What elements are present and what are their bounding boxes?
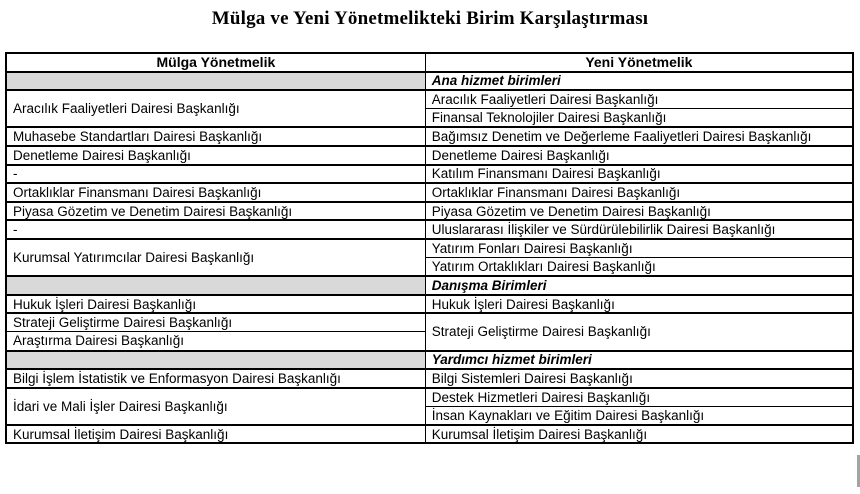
unit-cell: - xyxy=(6,220,425,239)
table-row xyxy=(6,165,853,184)
unit-cell: Bilgi İşlem İstatistik ve Enformasyon Dairesi Başkanlığı xyxy=(6,369,425,388)
table-row xyxy=(6,202,853,221)
comparison-table xyxy=(5,52,854,444)
column-header-yeni: Yeni Yönetmelik xyxy=(425,53,853,72)
table-row xyxy=(6,388,853,407)
unit-cell: Araştırma Dairesi Başkanlığı xyxy=(6,332,425,351)
unit-cell: Ortaklıklar Finansmanı Dairesi Başkanlığı xyxy=(6,183,425,202)
table-row xyxy=(6,90,853,109)
unit-cell: Destek Hizmetleri Dairesi Başkanlığı xyxy=(425,388,853,407)
unit-cell: Hukuk İşleri Dairesi Başkanlığı xyxy=(425,295,853,314)
unit-cell: Yatırım Fonları Dairesi Başkanlığı xyxy=(425,239,853,258)
table-row xyxy=(6,313,853,332)
table-row xyxy=(6,72,853,91)
unit-cell: Muhasebe Standartları Dairesi Başkanlığı xyxy=(6,127,425,146)
unit-cell: İnsan Kaynakları ve Eğitim Dairesi Başkanlığı xyxy=(425,406,853,425)
column-header-mulga: Mülga Yönetmelik xyxy=(6,53,425,72)
unit-cell: İdari ve Mali İşler Dairesi Başkanlığı xyxy=(6,388,425,425)
shaded-divider-cell xyxy=(6,72,425,91)
unit-cell: - xyxy=(6,165,425,184)
unit-cell: Denetleme Dairesi Başkanlığı xyxy=(425,146,853,165)
section-header-cell: Ana hizmet birimleri xyxy=(425,72,853,91)
section-header-cell: Danışma Birimleri xyxy=(425,276,853,295)
table-row xyxy=(6,295,853,314)
table-row xyxy=(6,425,853,444)
unit-cell: Aracılık Faaliyetleri Dairesi Başkanlığı xyxy=(6,90,425,127)
unit-cell: Uluslararası İlişkiler ve Sürdürülebilirlik Dairesi Başkanlığı xyxy=(425,220,853,239)
section-header-cell: Yardımcı hizmet birimleri xyxy=(425,351,853,370)
table-row xyxy=(6,239,853,258)
unit-cell: Piyasa Gözetim ve Denetim Dairesi Başkanlığı xyxy=(6,202,425,221)
table-row xyxy=(6,146,853,165)
comparison-table-body xyxy=(6,72,853,444)
table-row xyxy=(6,183,853,202)
unit-cell: Hukuk İşleri Dairesi Başkanlığı xyxy=(6,295,425,314)
unit-cell: Kurumsal İletişim Dairesi Başkanlığı xyxy=(425,425,853,444)
unit-cell: Ortaklıklar Finansmanı Dairesi Başkanlığı xyxy=(425,183,853,202)
unit-cell: Strateji Geliştirme Dairesi Başkanlığı xyxy=(425,313,853,350)
unit-cell: Strateji Geliştirme Dairesi Başkanlığı xyxy=(6,313,425,332)
unit-cell: Kurumsal İletişim Dairesi Başkanlığı xyxy=(6,425,425,444)
unit-cell: Denetleme Dairesi Başkanlığı xyxy=(6,146,425,165)
table-row xyxy=(6,369,853,388)
unit-cell: Kurumsal Yatırımcılar Dairesi Başkanlığı xyxy=(6,239,425,276)
unit-cell: Finansal Teknolojiler Dairesi Başkanlığı xyxy=(425,109,853,128)
page-title: Mülga ve Yeni Yönetmelikteki Birim Karşılaştırması xyxy=(211,8,649,29)
unit-cell: Bağımsız Denetim ve Değerleme Faaliyetleri Dairesi Başkanlığı xyxy=(425,127,853,146)
table-row xyxy=(6,351,853,370)
unit-cell: Bilgi Sistemleri Dairesi Başkanlığı xyxy=(425,369,853,388)
shaded-divider-cell xyxy=(6,351,425,370)
table-row xyxy=(6,276,853,295)
header-row xyxy=(6,53,853,72)
table-row xyxy=(6,127,853,146)
shaded-divider-cell xyxy=(6,276,425,295)
unit-cell: Katılım Finansmanı Dairesi Başkanlığı xyxy=(425,165,853,184)
unit-cell: Piyasa Gözetim ve Denetim Dairesi Başkanlığı xyxy=(425,202,853,221)
unit-cell: Aracılık Faaliyetleri Dairesi Başkanlığı xyxy=(425,90,853,109)
unit-cell: Yatırım Ortaklıkları Dairesi Başkanlığı xyxy=(425,258,853,277)
table-row xyxy=(6,220,853,239)
